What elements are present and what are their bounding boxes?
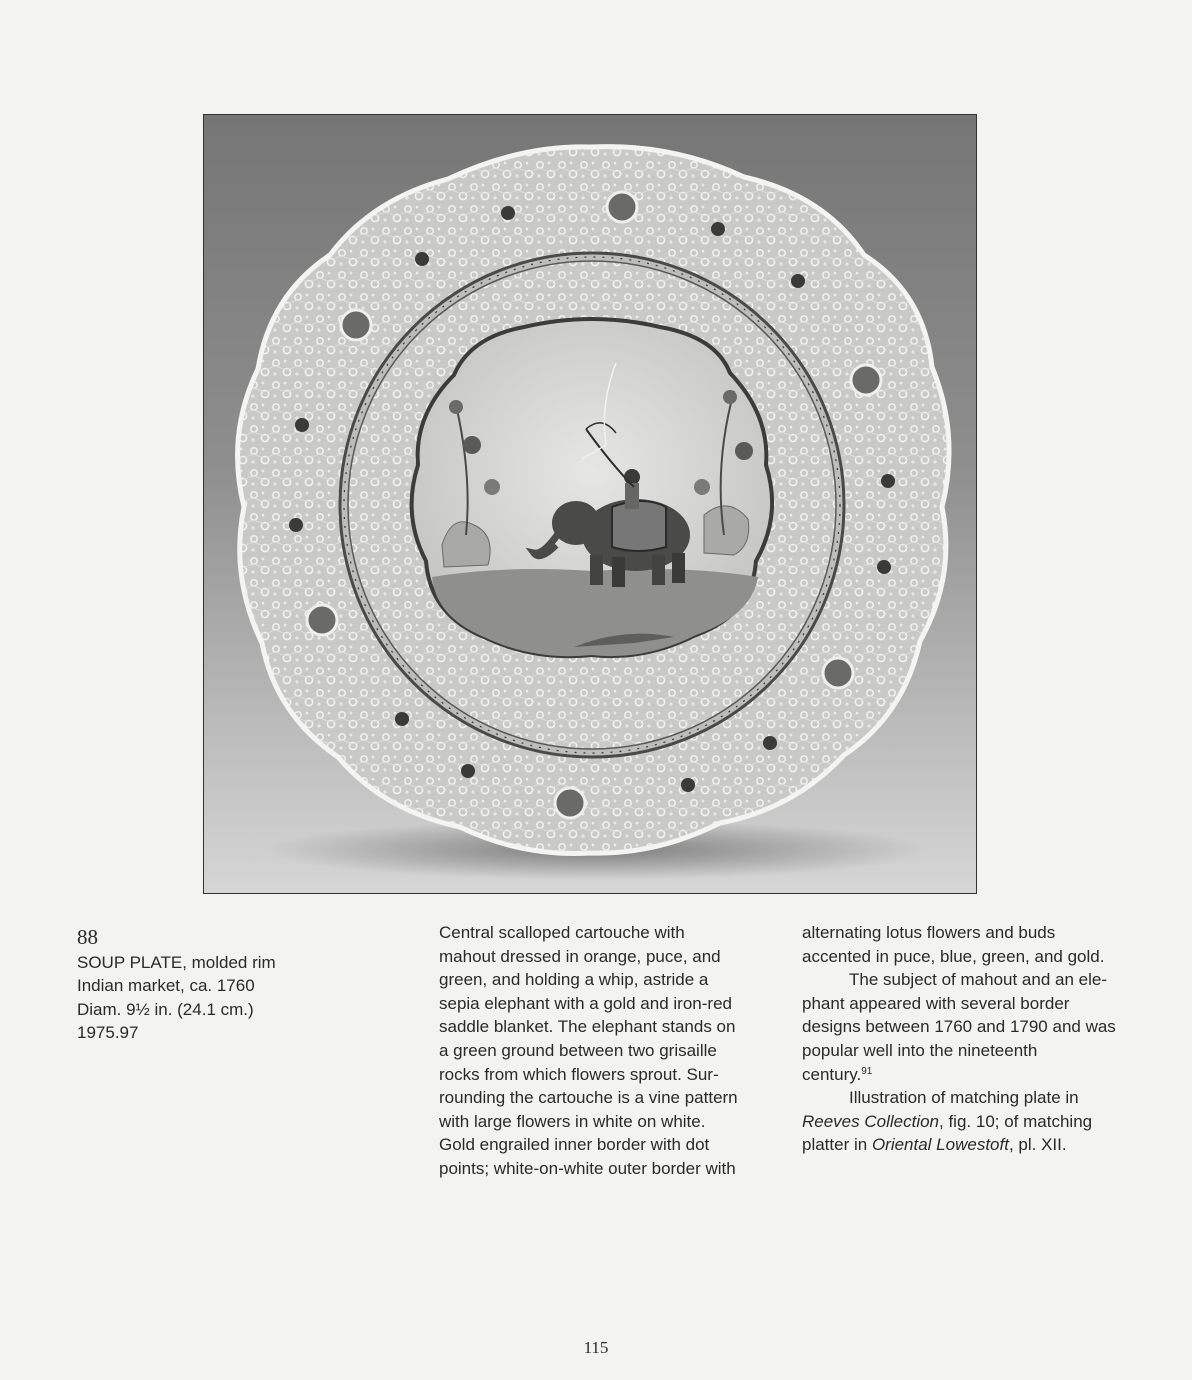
text-fragment: , pl. XII. xyxy=(1008,1135,1067,1155)
text-fragment: century. xyxy=(802,1064,862,1084)
caption-line: SOUP PLATE, molded rim xyxy=(77,953,276,972)
text-line: accented in puce, blue, green, and gold. xyxy=(802,946,1105,966)
text-fragment: platter in xyxy=(802,1135,872,1155)
text-line: Gold engrailed inner border with dot xyxy=(439,1135,710,1155)
text-line: popular well into the nineteenth xyxy=(802,1040,1038,1060)
text-line: Central scalloped cartouche with xyxy=(439,923,685,942)
text-line: a green ground between two grisaille xyxy=(439,1040,717,1060)
text-line: designs between 1760 and 1790 and was xyxy=(802,1017,1116,1037)
text-line xyxy=(802,1110,1122,1134)
text-line xyxy=(802,1063,1122,1087)
footnote-reference: 91 xyxy=(861,1065,873,1077)
text-line: The subject of mahout and an ele- xyxy=(849,970,1107,990)
caption-line: 1975.97 xyxy=(77,1022,139,1042)
reference-title: Reeves Collection xyxy=(802,1111,940,1131)
text-line: Illustration of matching plate in xyxy=(849,1088,1079,1108)
reference-title: Oriental Lowestoft xyxy=(871,1135,1009,1155)
text-line: points; white-on-white outer border with xyxy=(439,1158,736,1178)
plate-caption xyxy=(77,925,337,1044)
description-column-2 xyxy=(802,921,1122,1157)
text-line: rounding the cartouche is a vine pattern xyxy=(439,1088,738,1108)
paragraph-2 xyxy=(802,968,1122,1086)
page-number: 115 xyxy=(583,1338,609,1357)
text-line: sepia elephant with a gold and iron-red xyxy=(439,993,732,1013)
soup-plate-image xyxy=(204,115,976,893)
catalog-number: 88 xyxy=(77,925,98,949)
plate-photograph xyxy=(203,114,977,894)
text-line: alternating lotus flowers and buds xyxy=(802,923,1056,942)
text-line: saddle blanket. The elephant stands on xyxy=(439,1017,736,1037)
text-line: rocks from which flowers sprout. Sur- xyxy=(439,1064,719,1084)
text-line: mahout dressed in orange, puce, and xyxy=(439,946,721,966)
paragraph-1 xyxy=(802,921,1122,968)
text-line: with large flowers in white on white. xyxy=(439,1111,706,1131)
text-line: green, and holding a whip, astride a xyxy=(439,970,709,990)
description-column-1 xyxy=(439,921,759,1181)
text-line xyxy=(802,1133,1122,1157)
text-line: phant appeared with several border xyxy=(802,993,1070,1013)
paragraph-3 xyxy=(802,1086,1122,1157)
caption-line: Indian market, ca. 1760 xyxy=(77,976,255,996)
caption-line: Diam. 9½ in. (24.1 cm.) xyxy=(77,999,254,1019)
text-fragment: , fig. 10; of matching xyxy=(939,1111,1093,1131)
